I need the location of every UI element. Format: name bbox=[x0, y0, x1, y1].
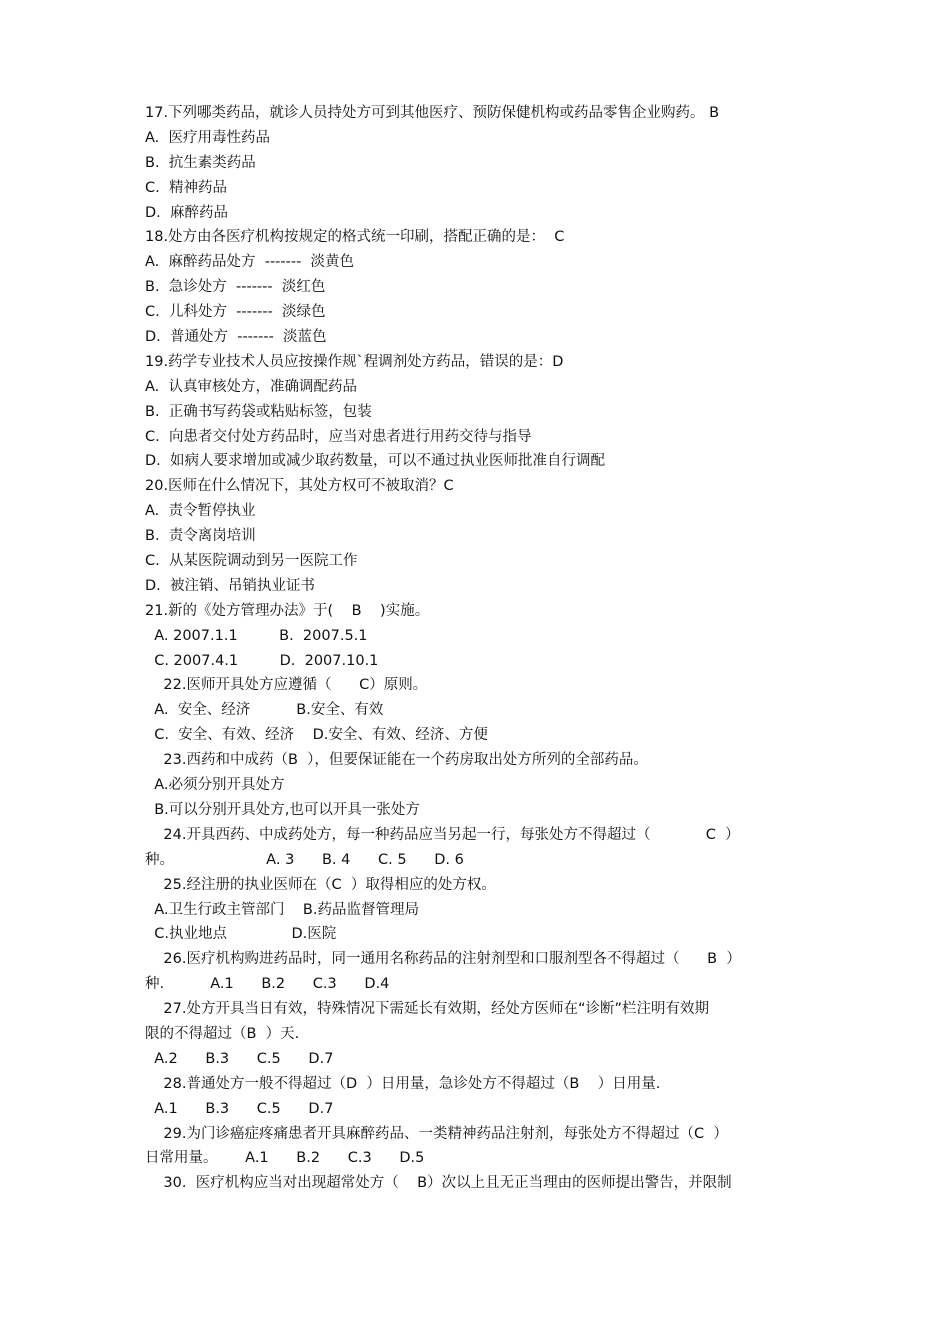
text-line: D. 麻醉药品 bbox=[145, 204, 228, 221]
text-line: D. 被注销、吊销执业证书 bbox=[145, 577, 315, 594]
text-line: 18.处方由各医疗机构按规定的格式统一印刷，搭配正确的是： C bbox=[145, 229, 565, 246]
text-line: A. 责令暂停执业 bbox=[145, 503, 256, 520]
text-line: A.2 B.3 C.5 D.7 bbox=[145, 1050, 334, 1067]
text-line: B. 正确书写药袋或粘贴标签，包装 bbox=[145, 403, 372, 420]
text-line: C.执业地点 D.医院 bbox=[145, 926, 337, 943]
text-line: B. 抗生素类药品 bbox=[145, 154, 256, 171]
text-line: 21.新的《处方管理办法》于( B )实施。 bbox=[145, 602, 430, 619]
text-line: A. 认真审核处方，准确调配药品 bbox=[145, 378, 357, 395]
text-line: C. 安全、有效、经济 D.安全、有效、经济、方便 bbox=[145, 727, 488, 744]
text-line: A.卫生行政主管部门 B.药品监督管理局 bbox=[145, 901, 419, 918]
text-line: 种。 A. 3 B. 4 C. 5 D. 6 bbox=[145, 851, 464, 868]
text-line: B. 急诊处方 ------- 淡红色 bbox=[145, 279, 326, 296]
text-line: C. 从某医院调动到另一医院工作 bbox=[145, 553, 358, 570]
text-line: 22.医师开具处方应遵循（ C）原则。 bbox=[145, 677, 428, 694]
text-line: 限的不得超过（B ）天. bbox=[145, 1025, 300, 1042]
text-line: 27.处方开具当日有效，特殊情况下需延长有效期，经处方医师在“诊断”栏注明有效期 bbox=[145, 1001, 710, 1018]
text-line: A.必须分别开具处方 bbox=[145, 777, 285, 794]
text-line: 日常用量。 A.1 B.2 C.3 D.5 bbox=[145, 1150, 425, 1167]
text-line: B. 责令离岗培训 bbox=[145, 528, 256, 545]
text-line: A. 安全、经济 B.安全、有效 bbox=[145, 702, 384, 719]
text-line: B.可以分别开具处方,也可以开具一张处方 bbox=[145, 801, 420, 818]
text-line: C. 向患者交付处方药品时，应当对患者进行用药交待与指导 bbox=[145, 428, 532, 445]
question-list bbox=[145, 101, 815, 1196]
text-line: A. 麻醉药品处方 ------- 淡黄色 bbox=[145, 254, 355, 271]
text-line: 19.药学专业技术人员应按操作规`程调剂处方药品，错误的是：D bbox=[145, 353, 564, 370]
text-line: D. 如病人要求增加或减少取药数量，可以不通过执业医师批准自行调配 bbox=[145, 453, 605, 470]
text-line: 20.医师在什么情况下，其处方权可不被取消？C bbox=[145, 478, 454, 495]
text-line: A. 2007.1.1 B. 2007.5.1 bbox=[145, 627, 368, 644]
text-line: D. 普通处方 ------- 淡蓝色 bbox=[145, 329, 327, 346]
text-line: 种. A.1 B.2 C.3 D.4 bbox=[145, 976, 390, 993]
text-line: 24.开具西药、中成药处方，每一种药品应当另起一行，每张处方不得超过（ C ） bbox=[145, 826, 740, 843]
text-line: C. 2007.4.1 D. 2007.10.1 bbox=[145, 652, 379, 669]
text-line: 23.西药和中成药（B ），但要保证能在一个药房取出处方所列的全部药品。 bbox=[145, 752, 648, 769]
text-line: 25.经注册的执业医师在（C ）取得相应的处方权。 bbox=[145, 876, 496, 893]
text-line: 29.为门诊癌症疼痛患者开具麻醉药品、一类精神药品注射剂，每张处方不得超过（C ） bbox=[145, 1125, 728, 1142]
text-line: A.1 B.3 C.5 D.7 bbox=[145, 1100, 334, 1117]
text-line: 26.医疗机构购进药品时，同一通用名称药品的注射剂型和口服剂型各不得超过（ B ） bbox=[145, 951, 741, 968]
text-line: 28.普通处方一般不得超过（D ）日用量，急诊处方不得超过（B ）日用量. bbox=[145, 1075, 661, 1092]
text-line: 30. 医疗机构应当对出现超常处方（ B）次以上且无正当理由的医师提出警告，并限制 bbox=[145, 1175, 732, 1192]
text-line: 17.下列哪类药品，就诊人员持处方可到其他医疗、预防保健机构或药品零售企业购药。 B bbox=[145, 105, 720, 121]
text-line: C. 儿科处方 ------- 淡绿色 bbox=[145, 304, 326, 321]
text-line: A. 医疗用毒性药品 bbox=[145, 129, 270, 146]
text-line: C. 精神药品 bbox=[145, 179, 227, 196]
